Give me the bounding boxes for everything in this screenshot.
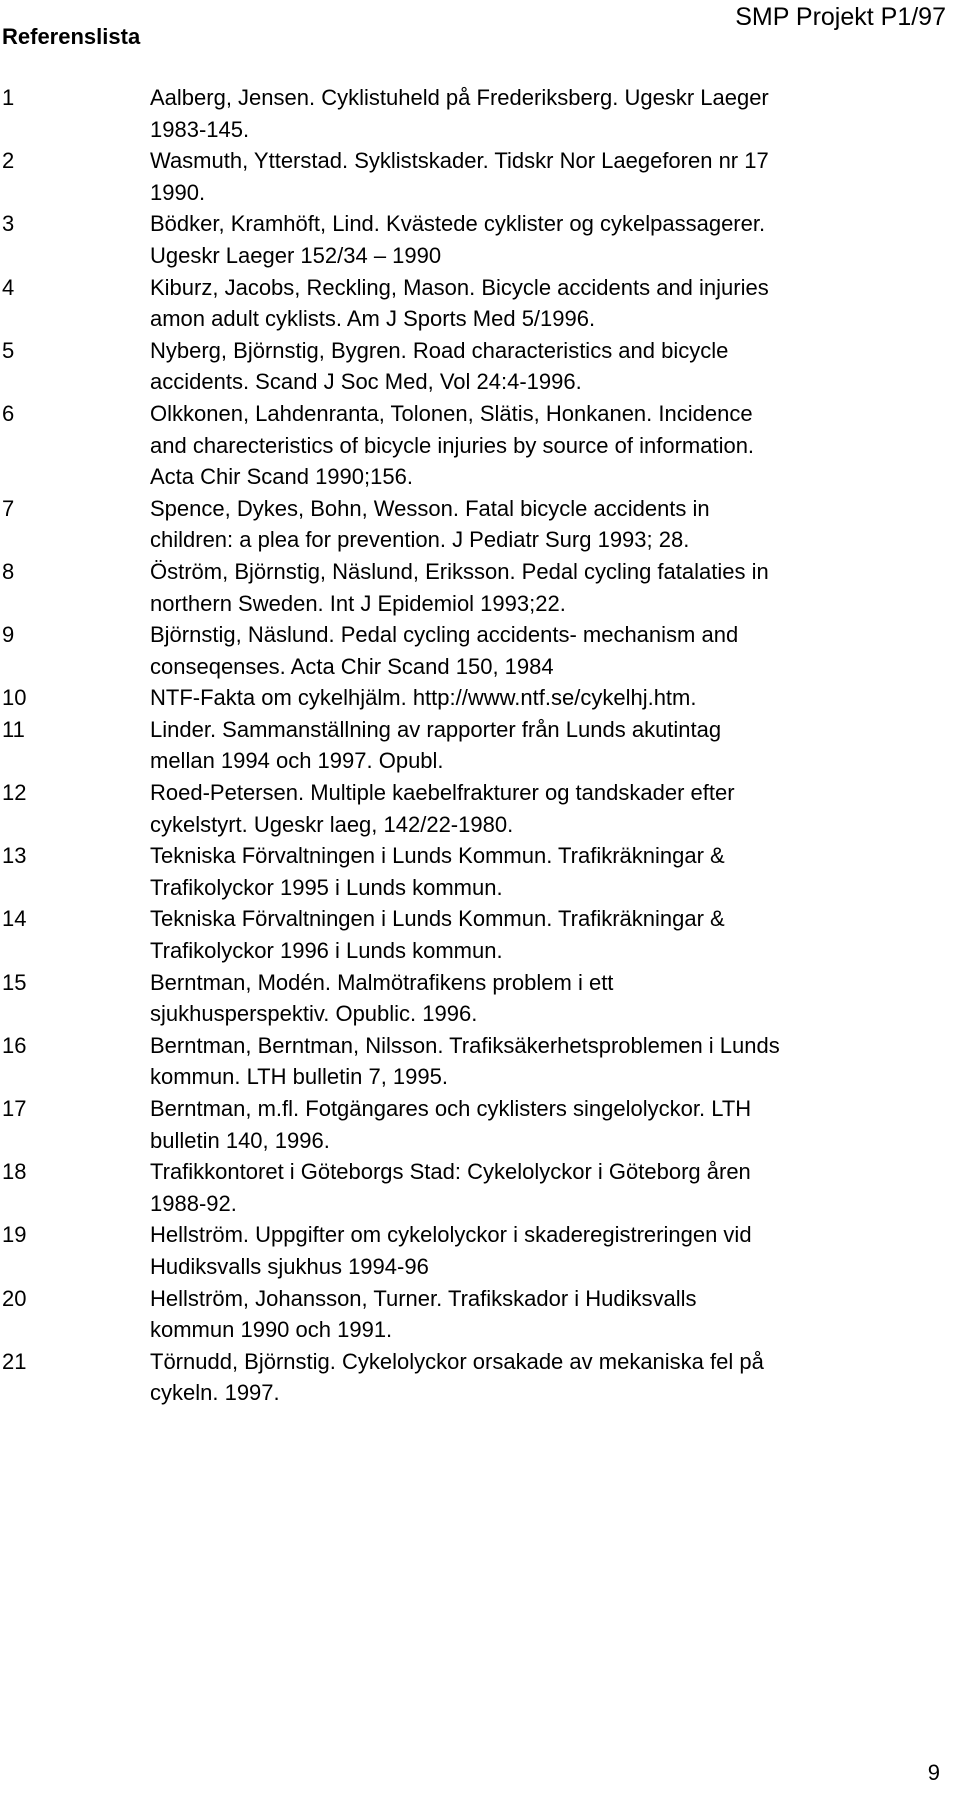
reference-line: and charecteristics of bicycle injuries by source of information. [150, 432, 755, 458]
reference-line: kommun. LTH bulletin 7, 1995. [150, 1064, 448, 1090]
reference-text [150, 1283, 902, 1346]
reference-number: 6 [2, 400, 15, 426]
reference-line: Törnudd, Björnstig. Cykelolyckor orsakade av mekaniska fel på [150, 1348, 764, 1374]
reference-line: Trafikkontoret i Göteborgs Stad: Cykelolyckor i Göteborg åren [150, 1159, 751, 1185]
reference-text [150, 272, 902, 335]
reference-line: Hellström, Johansson, Turner. Trafikskador i Hudiksvalls [150, 1285, 697, 1311]
reference-number: 18 [2, 1159, 27, 1185]
reference-line: Hellström. Uppgifter om cykelolyckor i skaderegistreringen vid [150, 1222, 752, 1248]
reference-text [150, 619, 902, 682]
reference-line: Olkkonen, Lahdenranta, Tolonen, Slätis, Honkanen. Incidence [150, 400, 753, 426]
reference-line: conseqenses. Acta Chir Scand 150, 1984 [150, 653, 554, 679]
reference-number: 13 [2, 843, 27, 869]
reference-line: Öström, Björnstig, Näslund, Eriksson. Pedal cycling fatalaties in [150, 558, 769, 584]
reference-number: 12 [2, 780, 27, 806]
reference-line: Nyberg, Björnstig, Bygren. Road characteristics and bicycle [150, 337, 729, 363]
reference-item [2, 682, 902, 714]
reference-text [150, 145, 902, 208]
reference-item [2, 272, 902, 335]
reference-line: cykelstyrt. Ugeskr laeg, 142/22-1980. [150, 811, 514, 837]
reference-item [2, 145, 902, 208]
reference-number: 19 [2, 1222, 27, 1248]
reference-line: Berntman, Berntman, Nilsson. Trafiksäkerhetsproblemen i Lunds [150, 1032, 780, 1058]
reference-line: Roed-Petersen. Multiple kaebelfrakturer og tandskader efter [150, 780, 735, 806]
reference-text [150, 208, 902, 271]
reference-line: Björnstig, Näslund. Pedal cycling accidents- mechanism and [150, 622, 739, 648]
reference-item [2, 208, 902, 271]
reference-number: 20 [2, 1285, 27, 1311]
reference-item [2, 903, 902, 966]
reference-item [2, 1283, 902, 1346]
reference-line: Berntman, m.fl. Fotgängares och cyklisters singelolyckor. LTH [150, 1096, 752, 1121]
reference-text [150, 82, 902, 145]
page-number: 9 [927, 1760, 940, 1785]
reference-line: Trafikolyckor 1996 i Lunds kommun. [150, 938, 503, 964]
reference-item [2, 840, 902, 903]
reference-line: sjukhusperspektiv. Opublic. 1996. [150, 1001, 478, 1027]
reference-line: Spence, Dykes, Bohn, Wesson. Fatal bicycle accidents in [150, 495, 710, 521]
reference-text [150, 556, 902, 619]
reference-text [150, 398, 902, 493]
reference-line: 1990. [150, 179, 206, 205]
reference-number: 4 [2, 274, 15, 300]
reference-number: 9 [2, 622, 15, 648]
reference-text [150, 1219, 902, 1282]
reference-line: accidents. Scand J Soc Med, Vol 24:4-1996. [150, 369, 582, 395]
reference-text [150, 777, 902, 840]
reference-line: northern Sweden. Int J Epidemiol 1993;22. [150, 590, 566, 616]
reference-line: cykeln. 1997. [150, 1380, 280, 1406]
reference-line: mellan 1994 och 1997. Opubl. [150, 748, 444, 774]
reference-text [150, 714, 902, 777]
reference-text [150, 1156, 902, 1219]
reference-item [2, 967, 902, 1030]
reference-line: Berntman, Modén. Malmötrafikens problem i ett [150, 969, 614, 995]
reference-number: 2 [2, 148, 15, 174]
reference-text [150, 903, 902, 966]
reference-text [150, 335, 902, 398]
reference-line: amon adult cyklists. Am J Sports Med 5/1996. [150, 306, 596, 332]
reference-number: 14 [2, 906, 27, 932]
reference-item [2, 556, 902, 619]
reference-item [2, 493, 902, 556]
reference-line: Ugeskr Laeger 152/34 – 1990 [150, 242, 442, 268]
reference-line: children: a plea for prevention. J Pediatr Surg 1993; 28. [150, 527, 690, 553]
reference-text [150, 967, 902, 1030]
reference-number: 1 [2, 85, 15, 110]
reference-text [150, 1030, 902, 1093]
reference-line: 1988-92. [150, 1190, 237, 1216]
reference-item [2, 82, 902, 145]
reference-line: Kiburz, Jacobs, Reckling, Mason. Bicycle accidents and injuries [150, 274, 769, 300]
reference-text [150, 682, 902, 714]
reference-item [2, 398, 902, 493]
reference-item [2, 619, 902, 682]
reference-line: bulletin 140, 1996. [150, 1127, 330, 1153]
reference-text [150, 493, 902, 556]
reference-text [150, 1093, 902, 1156]
reference-item [2, 777, 902, 840]
reference-text [150, 840, 902, 903]
reference-number: 21 [2, 1348, 27, 1374]
reference-item [2, 1219, 902, 1282]
reference-number: 17 [2, 1096, 27, 1121]
reference-item [2, 1093, 902, 1156]
reference-number: 16 [2, 1032, 27, 1058]
reference-number: 7 [2, 495, 15, 521]
reference-line: 1983-145. [150, 116, 250, 142]
reference-item [2, 1030, 902, 1093]
reference-line: Tekniska Förvaltningen i Lunds Kommun. Trafikräkningar & [150, 843, 725, 869]
reference-line: Wasmuth, Ytterstad. Syklistskader. Tidskr Nor Laegeforen nr 17 [150, 148, 769, 174]
reference-number: 11 [2, 716, 25, 742]
section-title: Referenslista [2, 24, 141, 49]
reference-item [2, 714, 902, 777]
reference-line: Aalberg, Jensen. Cyklistuheld på Frederiksberg. Ugeskr Laeger [150, 85, 769, 110]
reference-line: NTF-Fakta om cykelhjälm. http://www.ntf.se/cykelhj.htm. [150, 685, 697, 711]
reference-list [2, 82, 902, 1409]
reference-number: 10 [2, 685, 27, 711]
reference-number: 8 [2, 558, 15, 584]
reference-line: Bödker, Kramhöft, Lind. Kvästede cyklister og cykelpassagerer. [150, 211, 766, 237]
reference-item [2, 1346, 902, 1409]
reference-item [2, 1156, 902, 1219]
reference-item [2, 335, 902, 398]
running-header: SMP Projekt P1/97 [735, 3, 946, 31]
reference-line: Tekniska Förvaltningen i Lunds Kommun. Trafikräkningar & [150, 906, 725, 932]
reference-number: 3 [2, 211, 15, 237]
reference-text [150, 1346, 902, 1409]
reference-line: Acta Chir Scand 1990;156. [150, 464, 413, 490]
reference-number: 5 [2, 337, 15, 363]
reference-line: Hudiksvalls sjukhus 1994-96 [150, 1253, 429, 1279]
reference-line: Trafikolyckor 1995 i Lunds kommun. [150, 874, 503, 900]
reference-line: Linder. Sammanställning av rapporter från Lunds akutintag [150, 716, 722, 742]
reference-line: kommun 1990 och 1991. [150, 1317, 393, 1343]
reference-number: 15 [2, 969, 27, 995]
